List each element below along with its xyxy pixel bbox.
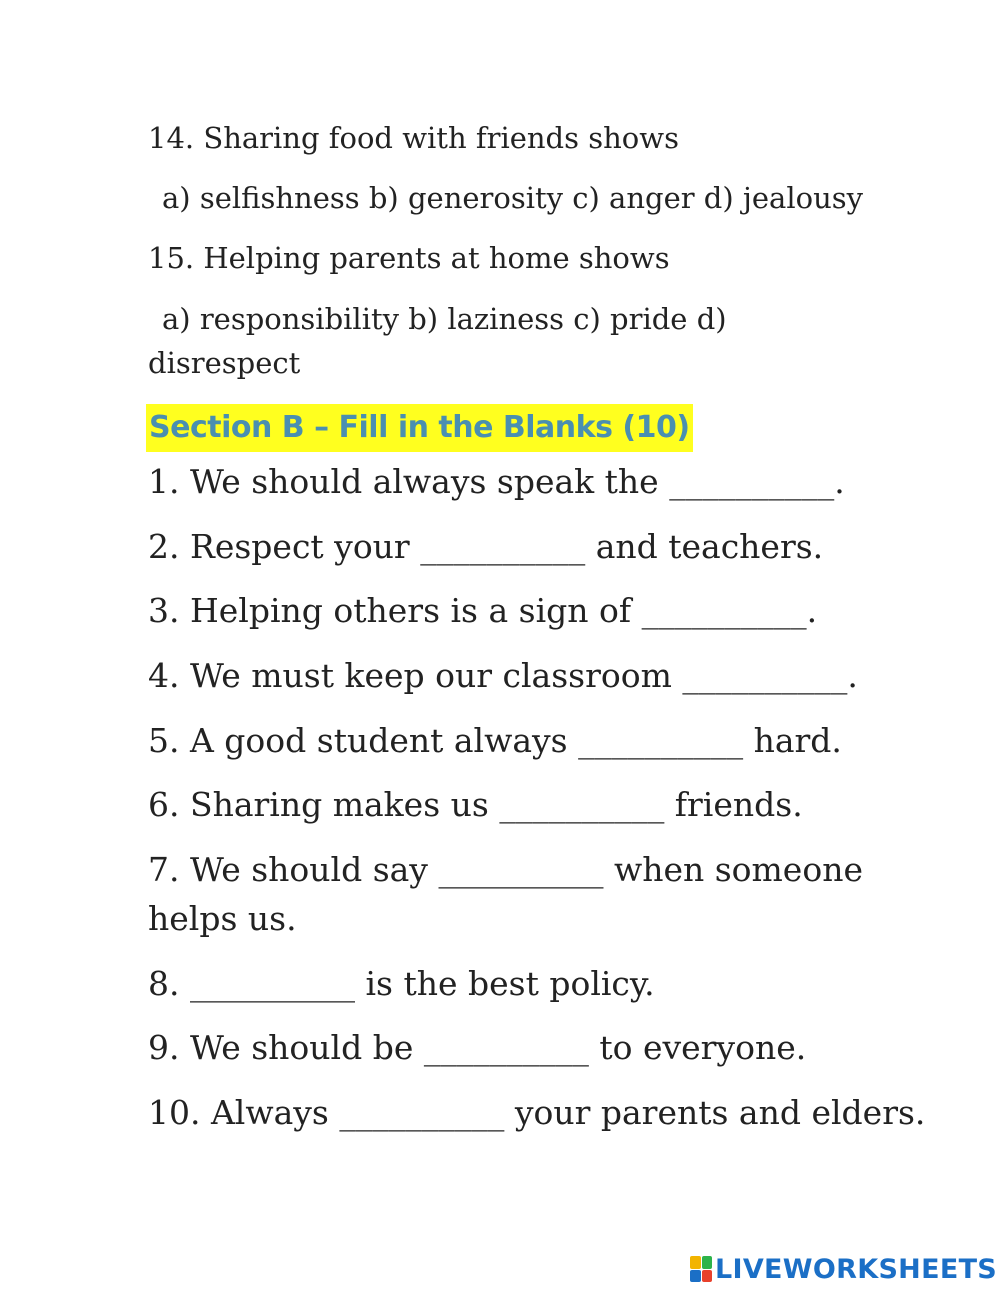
question-14-options: a) selfishness b) generosity c) anger d) jealousy [162,181,864,215]
fill-blank-item-10: 10. Always __________ your parents and elders. [148,1091,925,1135]
blank-7[interactable]: __________ [438,850,604,889]
question-15: 15. Helping parents at home shows [148,241,670,275]
fill-blank-item-3: 3. Helping others is a sign of __________. [148,589,817,633]
question-15-options: a) responsibility b) laziness c) pride d) [162,302,727,336]
question-15-options-continued: disrespect [148,346,301,380]
blank-4[interactable]: __________ [682,656,848,695]
fill-blank-item-9: 9. We should be __________ to everyone. [148,1026,806,1070]
blank-5[interactable]: __________ [578,721,744,760]
logo-square-2 [702,1256,713,1269]
fill-blank-item-7-continued: helps us. [148,899,297,938]
section-b-heading: Section B – Fill in the Blanks (10) [146,404,693,452]
blank-10[interactable]: __________ [339,1093,505,1132]
blank-2[interactable]: __________ [420,527,586,566]
blank-3[interactable]: __________ [641,591,807,630]
logo-text: LIVEWORKSHEETS [715,1253,998,1285]
blank-1[interactable]: __________ [669,462,835,501]
fill-blank-item-6: 6. Sharing makes us __________ friends. [148,783,803,827]
question-14: 14. Sharing food with friends shows [148,121,679,155]
liveworksheets-logo-icon [690,1256,712,1282]
fill-blank-item-1: 1. We should always speak the __________. [148,460,845,504]
fill-blank-item-2: 2. Respect your __________ and teachers. [148,525,823,569]
logo-square-1 [690,1256,701,1269]
blank-9[interactable]: __________ [423,1028,589,1067]
logo-square-3 [690,1270,701,1283]
blank-8[interactable]: __________ [189,964,355,1003]
fill-blank-item-4: 4. We must keep our classroom __________. [148,654,858,698]
blank-6[interactable]: __________ [499,785,665,824]
fill-blank-item-7: 7. We should say __________ when someone [148,848,863,892]
liveworksheets-logo[interactable] [690,1253,997,1285]
fill-blank-item-5: 5. A good student always __________ hard. [148,719,842,763]
logo-square-4 [702,1270,713,1283]
fill-blank-item-8: 8. __________ is the best policy. [148,962,655,1006]
